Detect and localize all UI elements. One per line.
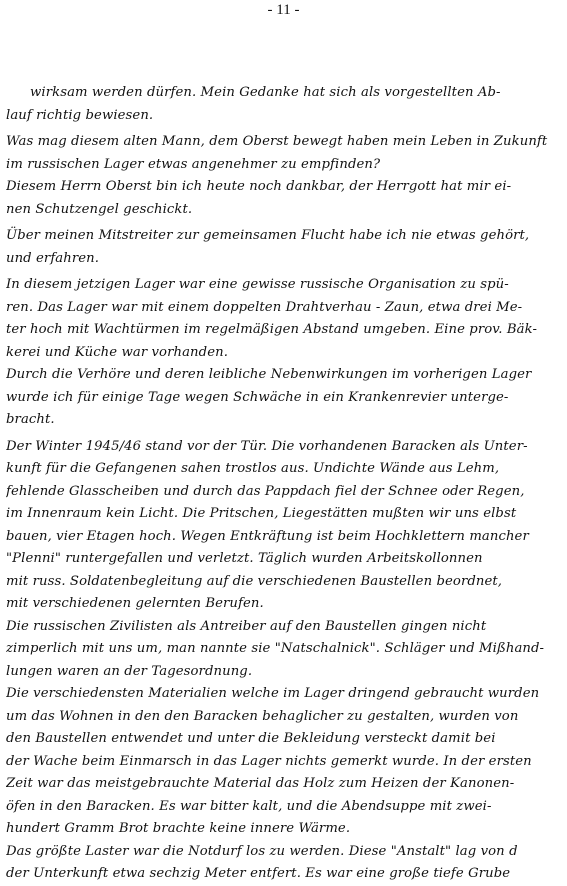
- text-line: um das Wohnen in den den Baracken behaglicher zu gestalten, wurden von: [6, 708, 519, 724]
- text-line: ter hoch mit Wachtürmen im regelmäßigen Abstand umgeben. Eine prov. Bäk-: [6, 322, 538, 337]
- paragraph: [6, 436, 562, 886]
- text-line: mit verschiedenen gelernten Berufen.: [6, 596, 264, 611]
- paragraph: [6, 82, 562, 127]
- text-line: fehlende Glasscheiben und durch das Pappdach fiel der Schnee oder Regen,: [6, 483, 525, 499]
- text-line: Was mag diesem alten Mann, dem Oberst bewegt haben mein Leben in Zukunft: [6, 134, 548, 149]
- text-line: im russischen Lager etwas angenehmer zu empfinden?: [6, 156, 381, 172]
- text-line: öfen in den Baracken. Es war bitter kalt, und die Abendsuppe mit zwei-: [6, 798, 492, 814]
- text-line: Die russischen Zivilisten als Antreiber auf den Baustellen gingen nicht: [6, 618, 487, 634]
- text-line: Durch die Verhöre und deren leibliche Nebenwirkungen im vorherigen Lager: [6, 367, 532, 382]
- text-line: Der Winter 1945/46 stand vor der Tür. Die vorhandenen Baracken als Unter-: [6, 438, 528, 454]
- text-line: Über meinen Mitstreiter zur gemeinsamen Flucht habe ich nie etwas gehört,: [6, 228, 530, 243]
- text-line: Die verschiedensten Materialien welche im Lager dringend gebraucht wurden: [6, 686, 540, 701]
- text-line: den Baustellen entwendet und unter die Bekleidung versteckt damit bei: [6, 731, 496, 746]
- text-line: lauf richtig bewiesen.: [6, 107, 154, 123]
- text-line: ren. Das Lager war mit einem doppelten Drahtverhau - Zaun, etwa drei Me-: [6, 299, 523, 315]
- text-line: lungen waren an der Tagesordnung.: [6, 663, 253, 679]
- text-line: mit russ. Soldatenbegleitung auf die verschiedenen Baustellen beordnet,: [6, 573, 503, 589]
- text-line: im Innenraum kein Licht. Die Pritschen, Liegestätten mußten wir uns elbst: [6, 506, 517, 521]
- text-line: und erfahren.: [6, 250, 100, 266]
- text-line: wurde ich für einige Tage wegen Schwäche in ein Krankenrevier unterge-: [6, 389, 509, 405]
- text-line: der Unterkunft etwa sechzig Meter entfert. Es war eine große tiefe Grube: [6, 866, 511, 881]
- paragraph: [6, 131, 562, 221]
- text-line: zimperlich mit uns um, man nannte sie "Natschalnick". Schläger und Mißhand-: [6, 641, 545, 656]
- text-line: kunft für die Gefangenen sahen trostlos aus. Undichte Wände aus Lehm,: [6, 461, 500, 476]
- text-line: Das größte Laster war die Notdurf los zu werden. Diese "Anstalt" lag von d: [6, 843, 518, 859]
- paragraph: [6, 225, 562, 270]
- text-line: "Plenni" runtergefallen und verletzt. Täglich wurden Arbeitskollonnen: [6, 551, 483, 566]
- text-line: der Wache beim Einmarsch in das Lager nichts gemerkt wurde. In der ersten: [6, 753, 532, 769]
- text-line: Diesem Herrn Oberst bin ich heute noch dankbar, der Herrgott hat mir ei-: [6, 179, 512, 194]
- body-text: [6, 82, 562, 886]
- text-line: wirksam werden dürfen. Mein Gedanke hat sich als vorgestellten Ab-: [30, 85, 501, 100]
- text-line: nen Schutzengel geschickt.: [6, 201, 193, 217]
- text-line: bracht.: [6, 412, 55, 427]
- paragraph: [6, 274, 562, 432]
- page-number: - 11 -: [267, 2, 300, 18]
- text-line: In diesem jetzigen Lager war eine gewisse russische Organisation zu spü-: [6, 277, 509, 292]
- text-line: kerei und Küche war vorhanden.: [6, 344, 228, 360]
- text-line: hundert Gramm Brot brachte keine innere Wärme.: [6, 821, 351, 836]
- text-line: bauen, vier Etagen hoch. Wegen Entkräftung ist beim Hochklettern mancher: [6, 528, 529, 544]
- text-line: Zeit war das meistgebrauchte Material das Holz zum Heizen der Kanonen-: [6, 776, 515, 791]
